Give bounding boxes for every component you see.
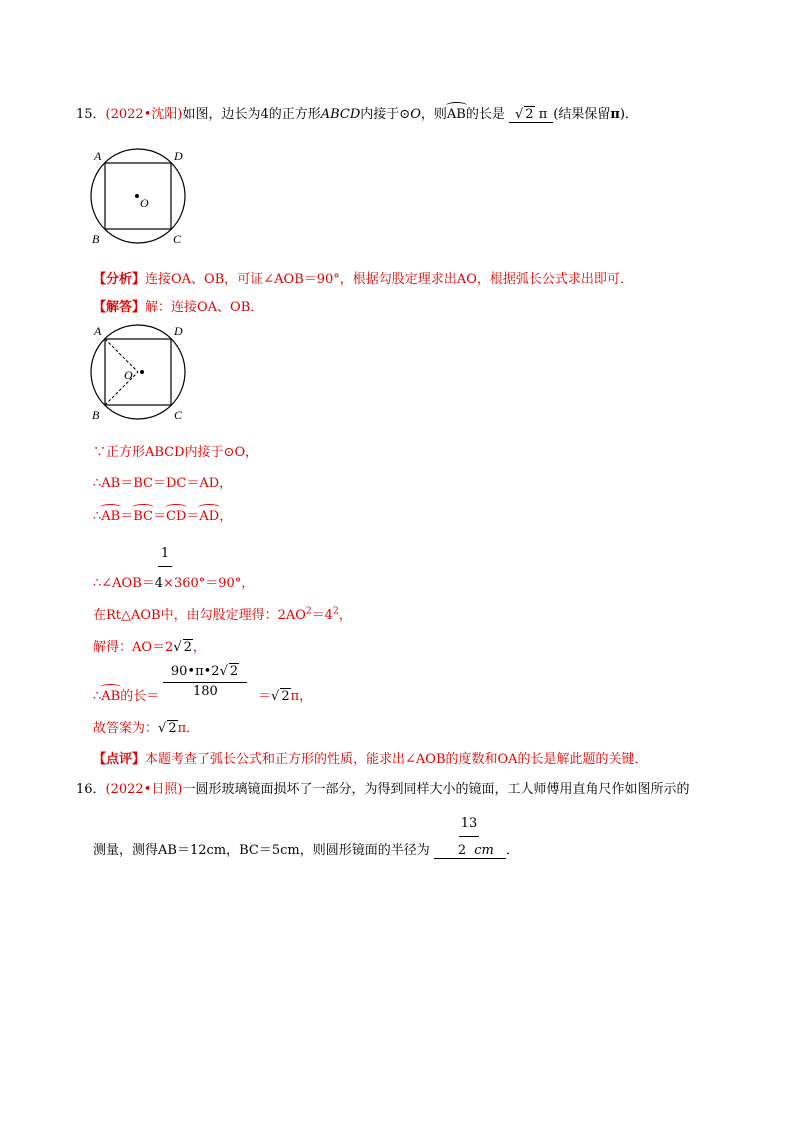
q15-text-b: 内接于⊙ [360,107,411,122]
label-b2: B [92,408,100,422]
eq2: ＝ [153,509,167,524]
q15-text-f: )． [619,107,638,122]
q16-number: 16． [76,782,106,797]
step3-prefix: ∴ [93,509,102,524]
step-7 [93,685,159,704]
q16-stem [76,778,689,797]
analysis-tag: 【分析】 [93,272,146,287]
solution-line [93,296,263,315]
q15-text-c: ，则 [420,107,447,122]
step8-a: 故答案为： [93,721,159,736]
q16-frac-den: 2 [457,843,467,858]
step-2: ∴AB＝BC＝DC＝AD， [93,476,233,491]
arc-bc: BC [133,509,153,524]
arc-frac-num: 90•π•2√ 2 [170,664,239,679]
step3-end: ， [219,509,233,524]
label-d: D [174,149,183,163]
q16-stem-b [93,839,519,859]
arc-ad: AD [199,509,220,524]
q15-number: 15． [76,107,106,122]
step8-root: 2 [168,721,177,736]
q16-answer-blank [434,843,506,859]
solution-tag: 【解答】 [93,300,146,315]
arc-ab: AB [446,107,466,122]
arc-ab-3: AB [101,689,121,704]
step-6: 解得：AO＝2√ 2， [93,640,206,655]
comment-line [93,748,648,767]
step5-b: ＝4 [311,608,333,623]
q15-answer-blank: √ 2 π [509,106,553,123]
step5-a: 在Rt△AOB中，由勾股定理得：2AO [93,608,306,623]
step6-c: ， [192,640,206,655]
q15-text: 如图，边长为4的正方形 [182,107,321,122]
q16-text-a: 一圆形玻璃镜面损坏了一部分，为得到同样大小的镜面，工人师傅用直角尺作如图所示的 [182,782,690,797]
step5-c: ， [338,608,352,623]
solution-text: 解：连接OA、OB． [145,300,264,315]
step6-a: 解得：AO＝2 [93,640,174,655]
step5-sup2: 2 [332,606,339,617]
q15-o: O [410,107,421,122]
step-5 [93,604,352,623]
arc-frac-den: 180 [193,684,218,699]
eq3: ＝ [186,509,200,524]
q15-pi: π [610,107,620,122]
label-a: A [94,149,102,163]
step-1: ∵正方形ABCD内接于⊙O， [93,445,259,460]
answer-root: 2 [525,107,534,122]
label-a2: A [94,324,102,338]
arc-cd: CD [166,509,187,524]
step7-mid: 的长＝ [120,689,160,704]
analysis-line [93,268,633,287]
analysis-text: 连接OA、OB，可证∠AOB＝90°，根据勾股定理求出AO，根据弧长公式求出即可． [145,272,633,287]
arc-ab-2: AB [101,509,121,524]
step-3 [93,505,232,524]
q16-unit: cm [474,843,494,858]
q15-stem [76,103,638,123]
step4-prefix: ∴∠AOB＝ [93,576,155,591]
q15-text-e: (结果保留 [553,107,611,122]
frac-den: 4 [154,576,164,591]
comment-tag: 【点评】 [93,752,146,767]
step5-sup1: 2 [305,606,312,617]
q16-source: (2022•日照) [105,782,183,797]
num-root: 2 [229,664,239,679]
frac-1-4 [157,546,173,561]
q15-text-d: 的长是 [465,107,505,122]
step-4 [93,572,254,591]
answer-pi: π [538,107,548,122]
step-8: 故答案为：√ 2π． [93,721,200,736]
step8-pi: π． [177,721,200,736]
step7-prefix: ∴ [93,689,102,704]
q16-text-b: 测量，测得AB＝12cm，BC＝5cm，则圆形镜面的半径为 [93,843,430,858]
arc-frac-bar [163,682,247,683]
step7-pi: π， [290,689,313,704]
figure-square-in-circle [86,145,196,250]
label-d2: D [174,324,183,338]
q16-frac-bar [459,836,479,837]
frac-bar [158,566,172,567]
comment-text: 本题考查了弧长公式和正方形的性质，能求出∠AOB的度数和OA的长是解此题的关键． [145,752,648,767]
q16-end: ． [505,843,519,858]
label-c: C [173,232,182,246]
step7-root: 2 [281,689,290,704]
label-o: O [140,196,149,210]
eq1: ＝ [120,509,134,524]
q15-abcd: ABCD [320,107,361,122]
q15-source: (2022•沈阳) [105,107,183,122]
num-a: 90•π•2 [170,664,220,679]
step6-root: 2 [183,640,192,655]
step7-result: ＝√ 2π， [258,689,313,704]
frac-num: 1 [160,546,170,561]
label-o2: O [124,368,133,382]
step4-rest: ×360°＝90°， [163,576,255,591]
label-c2: C [174,408,183,422]
figure-solution [86,320,196,425]
label-b: B [92,232,100,246]
step7-eq: ＝ [258,689,272,704]
q16-frac-num: 13 [460,816,478,831]
